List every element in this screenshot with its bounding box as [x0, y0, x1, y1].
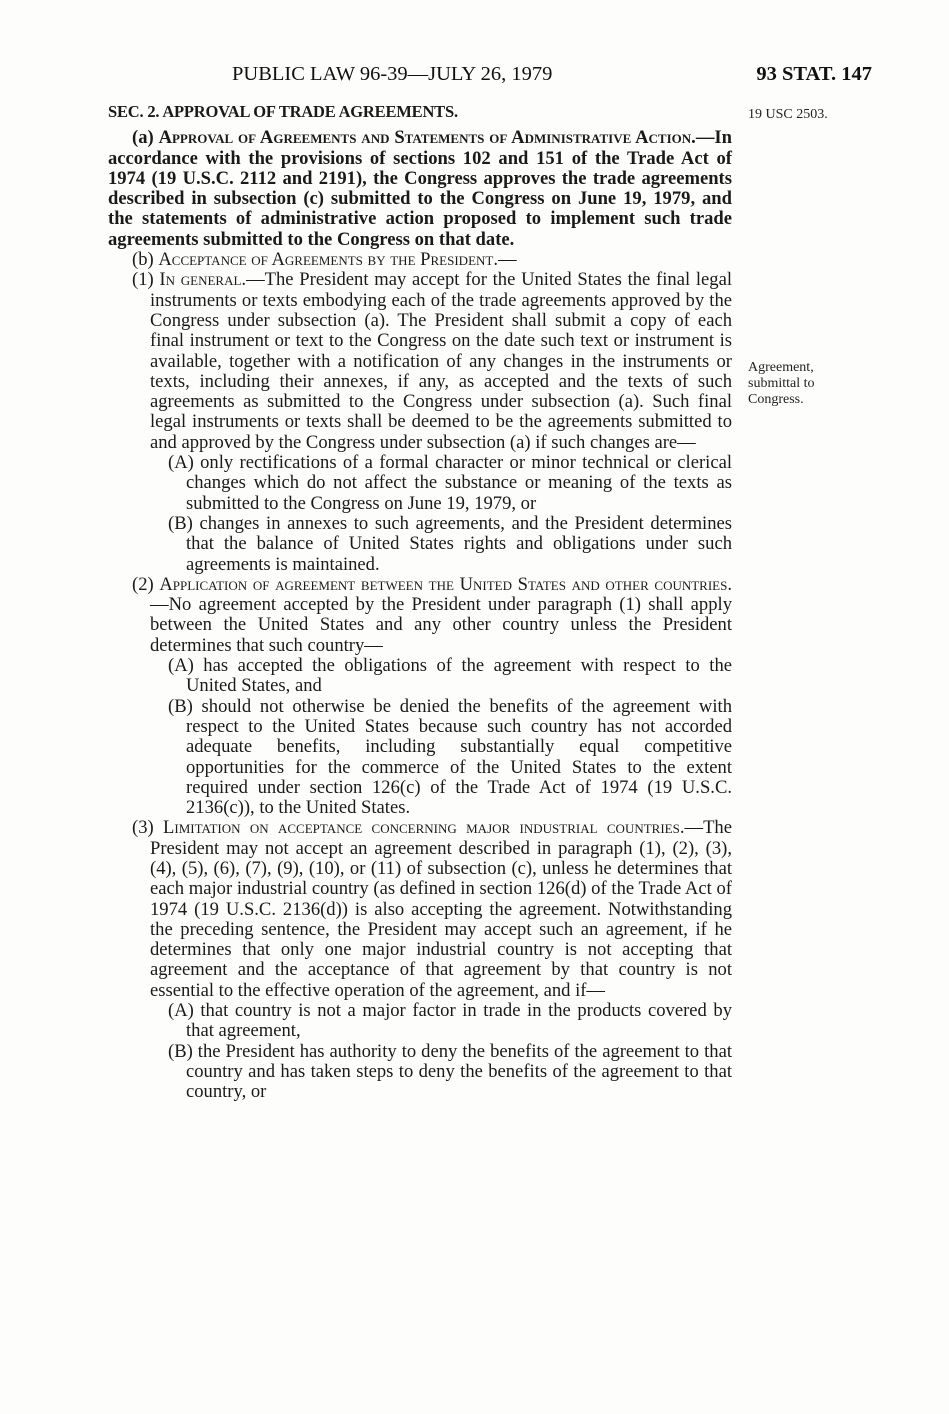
document-body	[108, 102, 732, 1103]
page-header	[232, 63, 872, 93]
clause-b3A: (A) that country is not a major factor in trade in the products covered by that agreement,	[168, 1000, 732, 1042]
paragraph-b3-text: —The President may not accept an agreement described in paragraph (1), (2), (3), (4), (5), (6), (7), (9), (10), or (11) of subsection (c), unless he determines that each major industrial country (as defined in section 126(d) of the Trade Act of 1974 (19 U.S.C. 2136(d)) is also accepting the agreement. Notwithstanding the preceding sentence, the President may accept such an agreement, if he determines that only one major industrial country is not accepting that agreement and the acceptance of that agreement by that country is not essential to the effective operation of the agreement, and if—	[150, 817, 732, 1001]
paragraph-b1	[108, 270, 732, 453]
paragraph-b1-caption: In general.	[159, 269, 247, 291]
clause-b3B: (B) the President has authority to deny the benefits of the agreement to that country and has taken steps to deny the benefits of the agreement to that country, or	[168, 1040, 732, 1103]
subsection-b-label: (b)	[132, 249, 159, 271]
header-statute-page: 93 STAT. 147	[756, 63, 872, 85]
paragraph-b2-text: —No agreement accepted by the President under paragraph (1) shall apply between the United States and any other country unless the President determines that such country—	[150, 594, 732, 656]
subsection-b	[108, 250, 732, 270]
paragraph-b2-label: (2)	[132, 573, 160, 595]
margin-note-usc-citation: 19 USC 2503.	[748, 107, 828, 122]
subsection-b-caption: Acceptance of Agreements by the President.	[158, 249, 498, 271]
header-title: PUBLIC LAW 96-39—JULY 26, 1979	[232, 63, 553, 85]
clause-b1A: (A) only rectifications of a formal character or minor technical or clerical changes which do not affect the substance or meaning of the texts as submitted to the Congress on June 19, 1979, or	[168, 452, 732, 514]
subsection-a-text: —In accordance with the provisions of sections 102 and 151 of the Trade Act of 1974 (19 U.S.C. 2112 and 2191), the Congress approves the trade agreements described in subsection (c) submitted to the Congress on June 19, 1979, and the statements of administrative action proposed to implement such trade agreements submitted to the Congress on that date.	[108, 127, 732, 250]
section-heading: SEC. 2. APPROVAL OF TRADE AGREEMENTS.	[108, 102, 458, 121]
paragraph-b3-caption: Limitation on acceptance concerning major industrial countries.	[163, 817, 685, 839]
subsection-a-caption: Approval of Agreements and Statements of Administrative Action.	[158, 127, 696, 149]
paragraph-b3	[108, 818, 732, 1001]
subsection-b-text: —	[497, 249, 517, 271]
subsection-a-label: (a)	[132, 127, 159, 149]
paragraph-b2-caption: Application of agreement between the United States and other countries.	[159, 573, 732, 595]
subsection-a	[108, 128, 732, 250]
clause-b1B: (B) changes in annexes to such agreements, and the President determines that the balance of United States rights and obligations under such agreements is maintained.	[168, 512, 732, 575]
clause-b2A: (A) has accepted the obligations of the agreement with respect to the United States, and	[168, 655, 732, 697]
paragraph-b1-label: (1)	[132, 269, 160, 291]
clause-b2B: (B) should not otherwise be denied the benefits of the agreement with respect to the United States because such country has not accorded adequate benefits, including substantially equal competitive opportunities for the commerce of the United States to the extent required under section 126(c) of the Trade Act of 1974 (19 U.S.C. 2136(c)), to the United States.	[168, 695, 732, 819]
paragraph-b2	[108, 575, 732, 656]
margin-note-agreement-submittal: Agreement, submittal to Congress.	[748, 360, 815, 407]
paragraph-b3-label: (3)	[132, 817, 164, 839]
paragraph-b1-text: —The President may accept for the United States the final legal instruments or texts embodying each of the trade agreements approved by the Congress under subsection (a). The President shall submit a copy of each final instrument or text to the Congress on the date such text or instrument is available, together with a notification of any changes in the instruments or texts, including their annexes, if any, as accepted and the texts of such agreements as submitted to the Congress under subsection (a). Such final legal instruments or texts shall be deemed to be the agreements submitted to and approved by the Congress under subsection (a) if such changes are—	[150, 269, 732, 453]
